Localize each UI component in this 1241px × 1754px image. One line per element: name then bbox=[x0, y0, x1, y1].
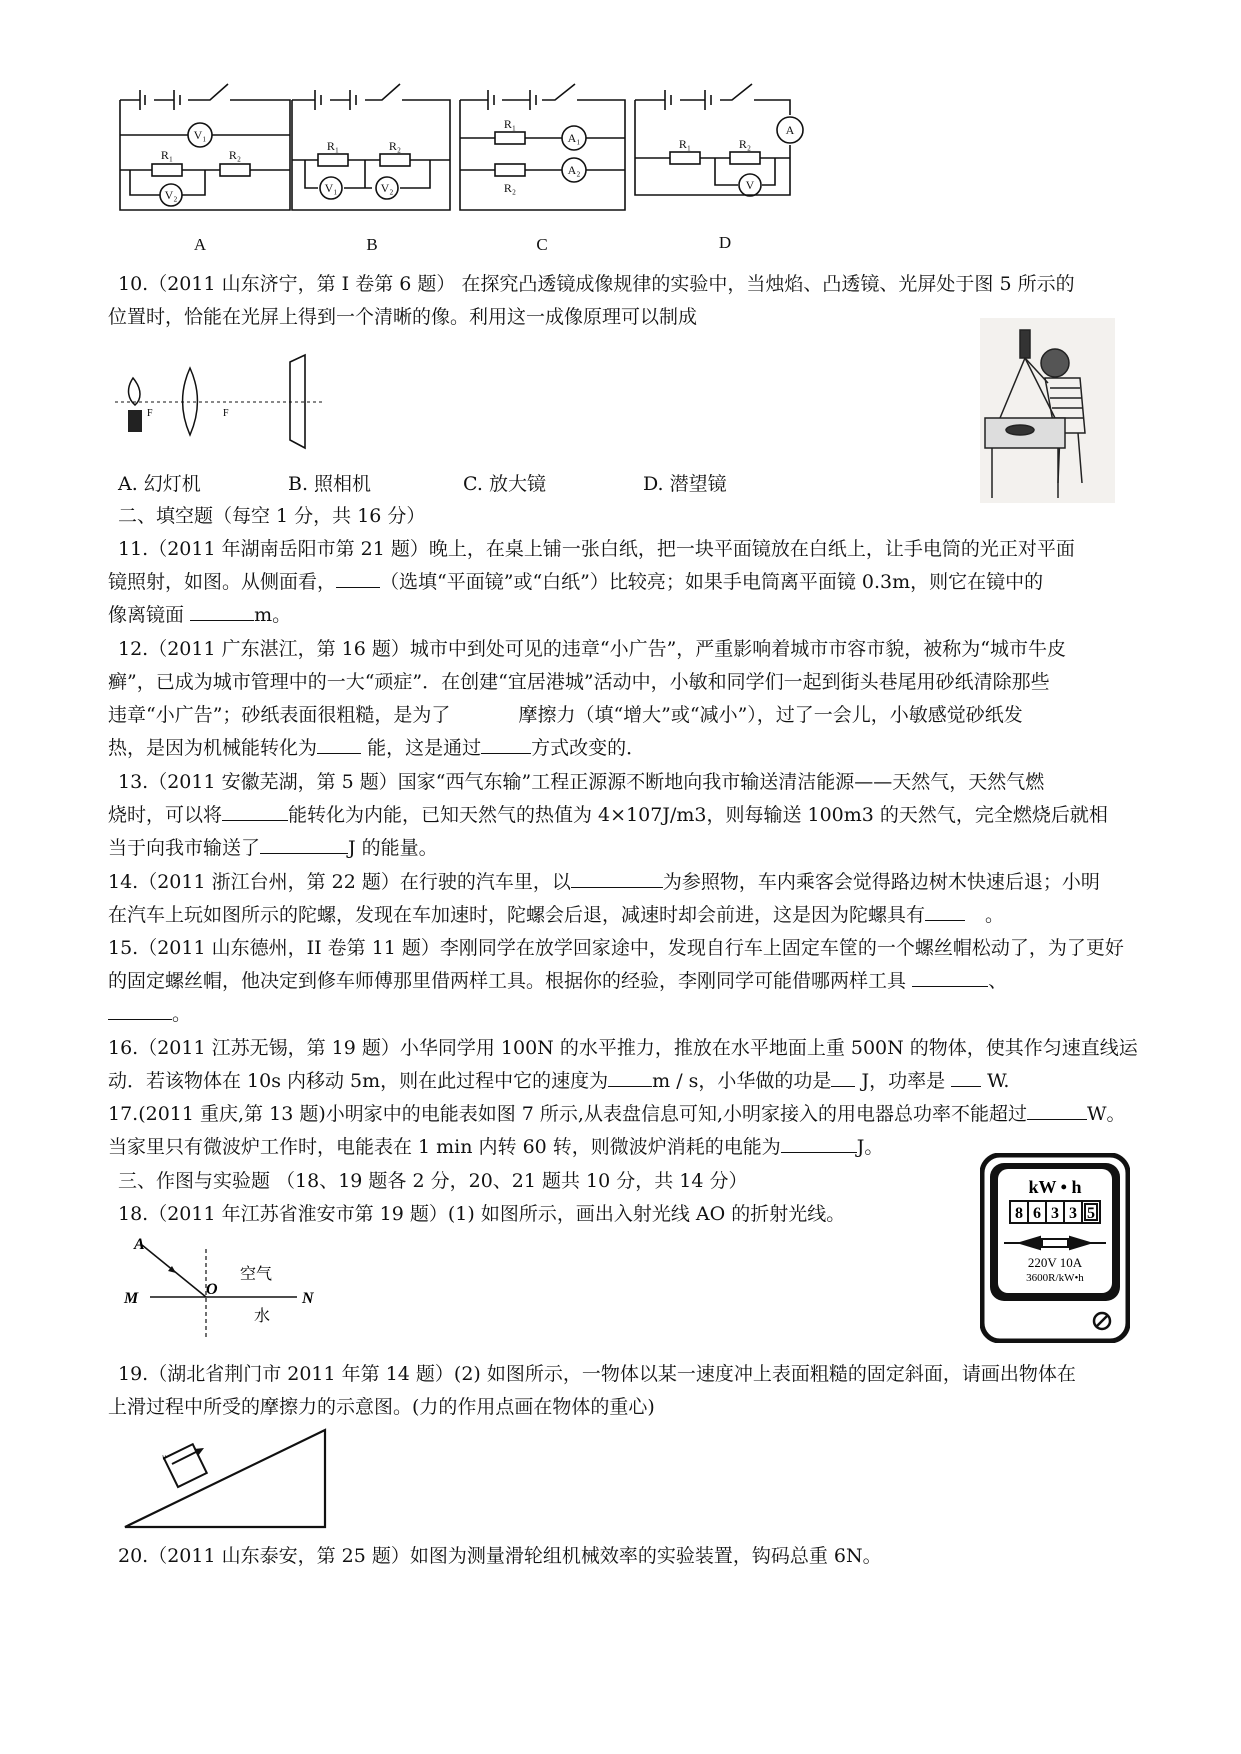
answer-blank[interactable] bbox=[925, 902, 965, 921]
v1-meter-label: V₁ bbox=[193, 128, 207, 142]
q17-text: 当家里只有微波炉工作时，电能表在 1 min 内转 60 转，则微波炉消耗的电能为 bbox=[108, 1136, 781, 1158]
water-label: 水 bbox=[254, 1308, 271, 1325]
q12-text: 违章“小广告”；砂纸表面很粗糙，是为了 bbox=[108, 704, 451, 726]
q16-text: m / s，小华做的功是 bbox=[652, 1070, 832, 1092]
q12-text: 热，是因为机械能转化为 bbox=[108, 737, 318, 759]
focus-label: F bbox=[223, 408, 229, 419]
answer-blank[interactable] bbox=[317, 735, 361, 754]
answer-blank[interactable] bbox=[608, 1068, 652, 1087]
q19-line-1: 19.（湖北省荆门市 2011 年第 14 题）(2) 如图所示，一物体以某一速度冲上表面粗糙的固定斜面，请画出物体在 bbox=[118, 1363, 1076, 1385]
meter-rating: 220V 10A bbox=[1027, 1255, 1083, 1270]
meter-digit: 5 bbox=[1087, 1205, 1095, 1222]
q18-text: 18.（2011 年江苏省淮安市第 19 题）(1) 如图所示，画出入射光线 AO 的折射光线。 bbox=[118, 1203, 846, 1225]
v1-meter-label: V₁ bbox=[324, 181, 338, 195]
answer-blank[interactable] bbox=[571, 869, 663, 888]
point-n-label: N bbox=[302, 1290, 314, 1307]
r1-label: R₁ bbox=[326, 139, 340, 153]
answer-blank[interactable] bbox=[1027, 1101, 1087, 1120]
r2-label: R₂ bbox=[738, 137, 752, 151]
q17-text: J。 bbox=[856, 1136, 884, 1158]
circuit-a bbox=[120, 84, 290, 210]
q19-line-2: 上滑过程中所受的摩擦力的示意图。(力的作用点画在物体的重心) bbox=[108, 1396, 655, 1418]
answer-blank[interactable] bbox=[831, 1068, 855, 1087]
r2-label: R₂ bbox=[503, 181, 517, 195]
q15-text: 的固定螺丝帽，他决定到修车师傅那里借两样工具。根据你的经验，李刚同学可能借哪两样工具 bbox=[108, 970, 907, 992]
point-o-label: O bbox=[206, 1281, 218, 1298]
answer-blank[interactable] bbox=[912, 968, 988, 987]
circuit-b-label: B bbox=[366, 235, 378, 254]
q12-line-3 bbox=[108, 701, 1023, 729]
q14-text: 14.（2011 浙江台州，第 22 题）在行驶的汽车里，以 bbox=[108, 871, 571, 893]
focus-label: F bbox=[147, 408, 153, 419]
q14-text: 在汽车上玩如图所示的陀螺，发现在车加速时，陀螺会后退，减速时却会前进，这是因为陀螺具有 bbox=[108, 904, 926, 926]
answer-blank[interactable] bbox=[222, 802, 288, 821]
r2-label: R₂ bbox=[388, 139, 402, 153]
q15-text: 、 bbox=[988, 970, 1008, 992]
q17-line-2 bbox=[108, 1133, 883, 1161]
circuit-d-label: D bbox=[718, 233, 732, 252]
option-a: A. 幻灯机 bbox=[118, 473, 201, 495]
q13-line-3 bbox=[108, 834, 438, 862]
q12-line-1: 12.（2011 广东湛江，第 16 题）城市中到处可见的违章“小广告”，严重影响着城市市容市貌，被称为“城市牛皮 bbox=[118, 638, 1067, 660]
point-a-label: A bbox=[134, 1236, 145, 1253]
section-3-heading: 三、作图与实验题 （18、19 题各 2 分，20、21 题共 10 分，共 14 分） bbox=[118, 1170, 748, 1192]
q14-line-2 bbox=[108, 901, 1004, 929]
q20-text: 20.（2011 山东泰安，第 25 题）如图为测量滑轮组机械效率的实验装置，钩码总重 6N。 bbox=[118, 1545, 882, 1567]
a2-meter-label: A₂ bbox=[567, 163, 581, 177]
q12-line-2: 癣”，已成为城市管理中的一大“顽症”．在创建“宜居港城”活动中，小敏和同学们一起到街头巷尾用砂纸清除那些 bbox=[108, 671, 1050, 693]
q11-text: 镜照射，如图。从侧面看， bbox=[108, 571, 337, 593]
meter-revolutions: 3600R/kW•h bbox=[1026, 1272, 1084, 1284]
section-2-heading: 二、填空题（每空 1 分，共 16 分） bbox=[118, 505, 426, 527]
q11-line-1: 11.（2011 年湖南岳阳市第 21 题）晚上，在桌上铺一张白纸，把一块平面镜放在白纸上，让手电筒的光正对平面 bbox=[118, 538, 1075, 560]
meter-digit: 8 bbox=[1015, 1205, 1023, 1222]
q12-line-4 bbox=[108, 734, 645, 762]
q13-text: 烧时，可以将 bbox=[108, 804, 223, 826]
answer-blank[interactable] bbox=[336, 569, 380, 588]
q16-line-2 bbox=[108, 1067, 1009, 1095]
q13-text: 当于向我市输送了 bbox=[108, 837, 261, 859]
circuit-d bbox=[635, 84, 803, 196]
q15-line-3 bbox=[108, 1000, 191, 1028]
q11-text: （选填“平面镜”或“白纸”）比较亮；如果手电筒离平面镜 0.3m，则它在镜中的 bbox=[380, 571, 1044, 593]
q13-line-2 bbox=[108, 801, 1108, 829]
q16-text: W. bbox=[987, 1070, 1010, 1092]
v2-meter-label: V₂ bbox=[164, 188, 178, 202]
voltmeter-label: V bbox=[745, 178, 755, 192]
electric-meter-illustration bbox=[980, 1153, 1130, 1343]
q11-text: 像离镜面 bbox=[108, 604, 185, 626]
answer-blank[interactable] bbox=[260, 835, 348, 854]
q12-text: 方式改变的． bbox=[531, 737, 646, 759]
q17-line-1 bbox=[108, 1100, 1126, 1128]
q13-text: J 的能量。 bbox=[348, 837, 438, 859]
circuit-b bbox=[292, 84, 450, 210]
q15-text: 。 bbox=[172, 1003, 192, 1025]
q12-text: 能，这是通过 bbox=[367, 737, 482, 759]
q13-line-1: 13.（2011 安徽芜湖，第 5 题）国家“西气东输”工程正源源不断地向我市输送清洁能源——天然气，天然气燃 bbox=[118, 771, 1045, 793]
circuit-c-label: C bbox=[536, 235, 548, 254]
q16-text: 动．若该物体在 10s 内移动 5m，则在此过程中它的速度为 bbox=[108, 1070, 609, 1092]
flashlight-boy-illustration bbox=[980, 318, 1115, 503]
option-d: D. 潜望镜 bbox=[643, 473, 727, 495]
velocity-label: v bbox=[162, 1452, 166, 1462]
v2-meter-label: V₂ bbox=[380, 181, 394, 195]
answer-blank[interactable] bbox=[108, 1001, 172, 1020]
a1-meter-label: A₁ bbox=[567, 131, 581, 145]
q12-text: 摩擦力（填“增大”或“减小”），过了一会儿，小敏感觉砂纸发 bbox=[518, 704, 1023, 726]
lens-diagram bbox=[115, 350, 325, 450]
r1-label: R₁ bbox=[160, 148, 174, 162]
q17-text: W。 bbox=[1086, 1103, 1126, 1125]
circuit-a-label: A bbox=[193, 235, 207, 254]
q15-line-2 bbox=[108, 967, 1007, 995]
circuit-c bbox=[460, 84, 625, 210]
q16-line-1: 16.（2011 江苏无锡，第 19 题）小华同学用 100N 的水平推力，推放在水平地面上重 500N 的物体，使其作匀速直线运 bbox=[108, 1037, 1138, 1059]
q11-line-2 bbox=[108, 568, 1043, 596]
meter-digit: 6 bbox=[1033, 1205, 1041, 1222]
air-label: 空气 bbox=[240, 1266, 273, 1283]
point-m-label: M bbox=[124, 1290, 139, 1307]
q16-text: J，功率是 bbox=[861, 1070, 946, 1092]
q14-text: 为参照物，车内乘客会觉得路边树木快速后退；小明 bbox=[662, 871, 1100, 893]
q14-line-1 bbox=[108, 868, 1100, 896]
q15-line-1: 15.（2011 山东德州，II 卷第 11 题）李刚同学在放学回家途中，发现自行车上固定车筐的一个螺丝帽松动了，为了更好 bbox=[108, 937, 1124, 959]
r1-label: R₁ bbox=[678, 137, 692, 151]
answer-blank[interactable] bbox=[781, 1134, 857, 1153]
q17-text: 17.(2011 重庆,第 13 题)小明家中的电能表如图 7 所示,从表盘信息可知,小明家接入的用电器总功率不能超过 bbox=[108, 1103, 1027, 1125]
circuit-diagrams bbox=[110, 70, 910, 260]
option-b: B. 照相机 bbox=[288, 473, 372, 495]
meter-digit: 3 bbox=[1069, 1205, 1077, 1222]
q11-text: m。 bbox=[254, 604, 292, 626]
incline-diagram bbox=[120, 1422, 330, 1532]
answer-blank[interactable] bbox=[190, 602, 254, 621]
ammeter-label: A bbox=[785, 123, 795, 137]
r2-label: R₂ bbox=[228, 148, 242, 162]
meter-unit: kW • h bbox=[1028, 1177, 1082, 1197]
q11-line-3 bbox=[108, 601, 291, 629]
meter-digit: 3 bbox=[1051, 1205, 1059, 1222]
refraction-diagram bbox=[122, 1235, 322, 1345]
q10-line-1: 10.（2011 山东济宁，第 I 卷第 6 题） 在探究凸透镜成像规律的实验中，当烛焰、凸透镜、光屏处于图 5 所示的 bbox=[118, 273, 1075, 295]
answer-blank[interactable] bbox=[951, 1068, 981, 1087]
answer-blank[interactable] bbox=[481, 735, 531, 754]
q13-text: 能转化为内能，已知天然气的热值为 4×107J/m3，则每输送 100m3 的天然气，完全燃烧后就相 bbox=[288, 804, 1108, 826]
q10-line-2: 位置时，恰能在光屏上得到一个清晰的像。利用这一成像原理可以制成 bbox=[108, 306, 698, 328]
q14-text: 。 bbox=[985, 904, 1005, 926]
r1-label: R₁ bbox=[503, 117, 517, 131]
option-c: C. 放大镜 bbox=[463, 473, 546, 495]
q10-options bbox=[118, 470, 727, 498]
